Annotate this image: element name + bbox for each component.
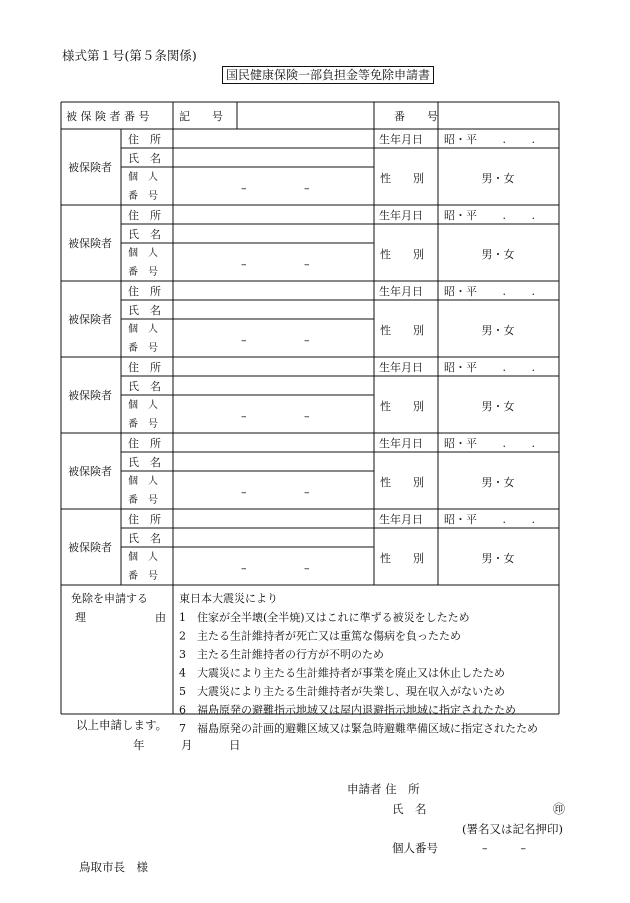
address-label: 住 所 — [128, 437, 161, 450]
reason-item: 4 大震災により主たる生計維持者が事業を廃止又は休止したため — [179, 666, 505, 680]
sex-label: 性 別 — [380, 552, 424, 565]
name-label: 氏 名 — [128, 228, 161, 241]
birth-date-label: 生年月日 — [379, 209, 423, 222]
address-label: 住 所 — [128, 209, 161, 222]
insured-group-label: 被保険者 — [68, 389, 112, 402]
personal-number-dash: – — [241, 486, 247, 499]
personal-number-label: 番 号 — [128, 419, 158, 430]
personal-number-label: 個 人 — [128, 248, 158, 259]
personal-number-dash: – — [241, 182, 247, 195]
birth-date-value: 昭・平 . . — [444, 209, 535, 222]
birth-date-label: 生年月日 — [379, 361, 423, 374]
personal-number-dash: – — [304, 182, 310, 195]
personal-number-dash: – — [304, 410, 310, 423]
date-year-label: 年 — [133, 738, 145, 752]
name-label: 氏 名 — [128, 380, 161, 393]
sex-label: 性 別 — [380, 476, 424, 489]
personal-number-label: 番 号 — [128, 343, 158, 354]
personal-number-label: 番 号 — [128, 191, 158, 202]
personal-number-dashes: – – — [482, 842, 526, 855]
address-label: 住 所 — [128, 361, 161, 374]
signature-note: (署名又は記名押印) — [462, 822, 563, 836]
reason-label: 由 — [155, 611, 166, 624]
sex-value: 男・女 — [481, 172, 515, 185]
personal-number-label: 個 人 — [128, 324, 158, 335]
document-title: 国民健康保険一部負担金等免除申請書 — [222, 66, 434, 84]
birth-date-value: 昭・平 . . — [444, 133, 535, 146]
personal-number-label: 個人番号 — [392, 841, 438, 855]
personal-number-dash: – — [241, 410, 247, 423]
personal-number-dash: – — [304, 258, 310, 271]
sex-value: 男・女 — [481, 400, 515, 413]
personal-number-label: 個 人 — [128, 172, 158, 183]
seal-mark-icon: ㊞ — [553, 802, 566, 816]
personal-number-dash: – — [304, 334, 310, 347]
personal-number-label: 個 人 — [128, 400, 158, 411]
sex-value: 男・女 — [481, 248, 515, 261]
insured-group-label: 被保険者 — [68, 313, 112, 326]
name-label: 氏 名 — [128, 152, 161, 165]
birth-date-value: 昭・平 . . — [444, 285, 535, 298]
address-label: 住 所 — [128, 133, 161, 146]
birth-date-label: 生年月日 — [379, 133, 423, 146]
birth-date-value: 昭・平 . . — [444, 361, 535, 374]
name-label: 氏 名 — [128, 456, 161, 469]
insured-group-label: 被保険者 — [68, 541, 112, 554]
personal-number-dash: – — [241, 258, 247, 271]
reason-item: 1 住家が全半壊(全半焼)又はこれに準ずる被災をしたため — [179, 611, 470, 624]
personal-number-dash: – — [241, 562, 247, 575]
birth-date-label: 生年月日 — [379, 437, 423, 450]
personal-number-dash: – — [304, 562, 310, 575]
birth-date-label: 生年月日 — [379, 513, 423, 526]
sex-label: 性 別 — [380, 248, 424, 261]
date-month-label: 月 — [181, 738, 193, 752]
reason-item: 5 大震災により主たる生計維持者が失業し、現在収入がないため — [179, 685, 505, 698]
name-label: 氏 名 — [128, 304, 161, 317]
reason-label: 免除を申請する — [71, 592, 148, 605]
birth-date-value: 昭・平 . . — [444, 513, 535, 526]
applicant-address-label: 申請者 住 所 — [347, 782, 420, 796]
birth-date-label: 生年月日 — [379, 285, 423, 298]
personal-number-label: 番 号 — [128, 267, 158, 278]
insured-group-label: 被保険者 — [68, 237, 112, 250]
declaration-text: 以上申請します。 — [76, 718, 168, 732]
sex-label: 性 別 — [380, 324, 424, 337]
addressee: 鳥取市長 様 — [79, 860, 148, 874]
insured-group-label: 被保険者 — [68, 161, 112, 174]
reason-item: 3 主たる生計維持者の行方が不明のため — [179, 648, 384, 661]
date-day-label: 日 — [229, 738, 241, 752]
form-number: 様式第１号(第５条関係) — [62, 48, 197, 63]
number-label: 番 号 — [394, 110, 438, 123]
insured-group-label: 被保険者 — [68, 465, 112, 478]
reason-item: 2 主たる生計維持者が死亡又は重篤な傷病を負ったため — [179, 629, 461, 643]
name-label: 氏 名 — [128, 532, 161, 545]
reason-item: 7 福島原発の計画的避難区域又は緊急時避難準備区域に指定されたため — [179, 722, 538, 735]
address-label: 住 所 — [128, 285, 161, 298]
personal-number-label: 番 号 — [128, 495, 158, 506]
address-label: 住 所 — [128, 513, 161, 526]
personal-number-label: 個 人 — [128, 476, 158, 487]
sex-value: 男・女 — [481, 552, 515, 565]
sex-label: 性 別 — [380, 400, 424, 413]
insured-number-label: 被 保 険 者 番 号 — [66, 110, 150, 123]
reason-intro: 東日本大震災により — [179, 592, 278, 605]
birth-date-value: 昭・平 . . — [444, 437, 535, 450]
personal-number-label: 個 人 — [128, 552, 158, 563]
sex-value: 男・女 — [481, 476, 515, 489]
sex-label: 性 別 — [380, 172, 424, 185]
personal-number-dash: – — [241, 334, 247, 347]
reason-item: 6 福島原発の避難指示地域又は屋内退避指示地域に指定されたため — [179, 703, 516, 717]
symbol-label: 記 号 — [179, 110, 223, 123]
personal-number-dash: – — [304, 486, 310, 499]
personal-number-label: 番 号 — [128, 571, 158, 582]
reason-label: 理 — [75, 611, 86, 624]
applicant-name-label: 氏 名 — [392, 802, 427, 816]
sex-value: 男・女 — [481, 324, 515, 337]
